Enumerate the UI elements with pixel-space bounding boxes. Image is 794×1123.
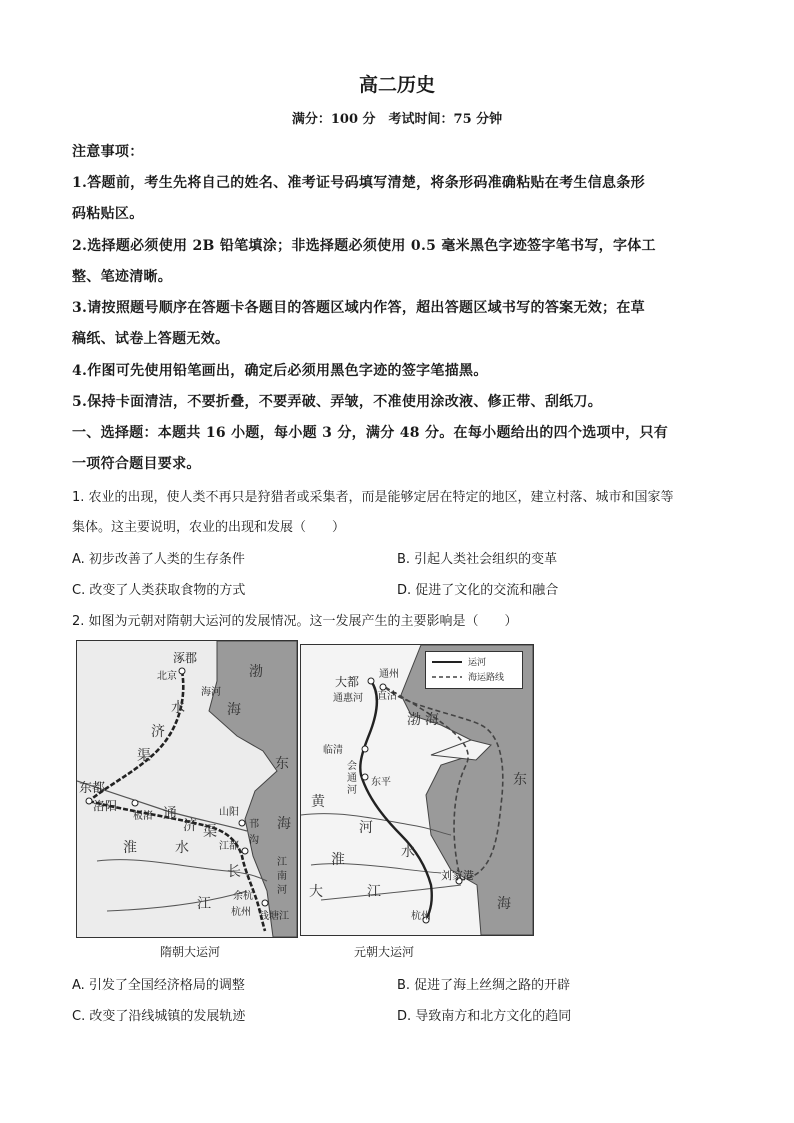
note-line: 5.保持卡面清洁，不要折叠，不要弄破、弄皱，不准使用涂改液、修正带、刮纸刀。 (72, 394, 603, 410)
notes-heading: 注意事项： (72, 144, 144, 160)
q1-option-c[interactable]: C. 改变了人类获取食物的方式 (72, 583, 246, 598)
note-line: 稿纸、试卷上答题无效。 (72, 331, 230, 347)
note-line: 4.作图可先使用铅笔画出，确定后必须用黑色字迹的签字笔描黑。 (72, 363, 488, 379)
map-label: 东 (275, 756, 289, 772)
map-label: 直沽 (377, 691, 397, 702)
city-marker (132, 800, 138, 806)
map-label: 山阳 (219, 807, 239, 818)
q1-option-d[interactable]: D. 促进了文化的交流和融合 (397, 583, 559, 598)
map-label: 通 (163, 806, 177, 822)
q1-option-a[interactable]: A. 初步改善了人类的生存条件 (72, 552, 245, 567)
river-line (321, 885, 461, 900)
map-label: 江 (197, 896, 211, 912)
city-marker (362, 746, 368, 752)
map-label: 水 (401, 844, 415, 860)
map-label: 水 (171, 700, 185, 716)
map-label: 海 (497, 896, 511, 912)
q1-option-b[interactable]: B. 引起人类社会组织的变革 (397, 552, 558, 567)
q2-option-b[interactable]: B. 促进了海上丝绸之路的开辟 (397, 978, 571, 993)
river-line (107, 891, 247, 911)
map-label: 杭州 (231, 907, 251, 918)
map-label: 通州 (379, 669, 399, 680)
map-label: 大都 (335, 675, 360, 689)
q2-option-c[interactable]: C. 改变了沿线城镇的发展轨迹 (72, 1009, 246, 1024)
map-label: 江都 (219, 841, 239, 852)
map-label: 沟 (249, 835, 259, 846)
map-label: 通 (347, 773, 357, 784)
note-line: 3.请按照题号顺序在答题卡各题目的答题区域内作答，超出答题区域书写的答案无效；在草 (72, 300, 645, 316)
map-label: 海 (277, 816, 291, 832)
note-line: 码粘贴区。 (72, 206, 144, 222)
map-label: 淮 (331, 852, 345, 868)
map-label: 河 (359, 820, 373, 836)
map-yuan-grand-canal (300, 644, 534, 936)
map-label: 东都 (79, 781, 106, 796)
map-label: 黄 (311, 794, 325, 810)
map-label: 江 (277, 857, 287, 868)
map-sui-grand-canal (76, 640, 298, 938)
map-label: 南 (277, 871, 287, 882)
map-label: 杭州 (411, 911, 431, 922)
map-label: 海 (425, 712, 439, 728)
map-label: 渤 (407, 712, 421, 728)
map-label: 海河 (201, 687, 221, 698)
map-label: 临清 (323, 745, 343, 756)
map-label: 江 (367, 884, 381, 900)
q2-option-a[interactable]: A. 引发了全国经济格局的调整 (72, 978, 245, 993)
map-label: 余杭 (233, 891, 253, 902)
map-legend (425, 651, 523, 689)
page-title: 高二历史 (358, 74, 435, 96)
legend-canal-label: 运河 (468, 658, 487, 668)
question-2-stem: 2. 如图为元朝对隋朝大运河的发展情况。这一发展产生的主要影响是（ ） (72, 614, 518, 629)
map-label: 邗 (249, 819, 259, 830)
map-label: 河 (277, 885, 287, 896)
city-marker (362, 774, 368, 780)
map-label: 东平 (371, 777, 391, 788)
exam-info: 满分：100 分 考试时间：75 分钟 (291, 112, 503, 127)
map-label: 济 (151, 724, 165, 740)
map-label: 长 (227, 864, 241, 880)
map-label: 东 (513, 772, 527, 788)
note-line: 2.选择题必须使用 2B 铅笔填涂；非选择题必须使用 0.5 毫米黑色字迹签字笔书写，字体工 (72, 238, 656, 254)
city-marker (262, 900, 268, 906)
note-line: 整、笔迹清晰。 (72, 269, 173, 285)
map-label: 大 (309, 884, 323, 900)
map-label: 北京 (157, 671, 177, 682)
map-label: 水 (175, 840, 189, 856)
note-line: 1.答题前，考生先将自己的姓名、准考证号码填写清楚，将条形码准确粘贴在考生信息条形 (72, 175, 645, 191)
map-caption-yuan: 元朝大运河 (354, 945, 415, 959)
question-1-stem: 1. 农业的出现，使人类不再只是狩猎者或采集者，而是能够定居在特定的地区，建立村落、城市和国家等 (72, 490, 674, 505)
map-label: 涿郡 (173, 651, 198, 665)
map-label: 板渚 (133, 811, 153, 822)
sui-map-drawing (77, 641, 297, 937)
city-marker (242, 848, 248, 854)
map-label: 河 (347, 785, 357, 796)
city-marker (86, 798, 92, 804)
city-marker (179, 668, 185, 674)
map-label: 渠 (137, 748, 151, 764)
section-heading-cont: 一项符合题目要求。 (72, 456, 201, 472)
city-marker (239, 820, 245, 826)
map-label: 渠 (203, 824, 217, 840)
q2-option-d[interactable]: D. 导致南方和北方文化的趋同 (397, 1009, 572, 1024)
question-1-stem-cont: 集体。这主要说明，农业的出现和发展（ ） (72, 520, 346, 535)
map-label: 钱塘江 (259, 911, 289, 922)
map-label: 洛阳 (93, 799, 118, 813)
city-marker (368, 678, 374, 684)
map-label: 淮 (123, 840, 137, 856)
map-label: 会 (347, 761, 357, 772)
map-label: 渤 (249, 664, 263, 680)
river-line (97, 860, 267, 881)
map-caption-sui: 隋朝大运河 (160, 945, 221, 959)
map-label: 刘家港 (441, 869, 474, 882)
section-heading: 一、选择题：本题共 16 小题，每小题 3 分，满分 48 分。在每小题给出的四个选项中，只有 (72, 425, 669, 441)
map-label: 通惠河 (333, 693, 363, 704)
map-label: 济 (183, 818, 197, 834)
map-label: 海 (227, 702, 241, 718)
legend-searoute-label: 海运路线 (468, 673, 505, 683)
